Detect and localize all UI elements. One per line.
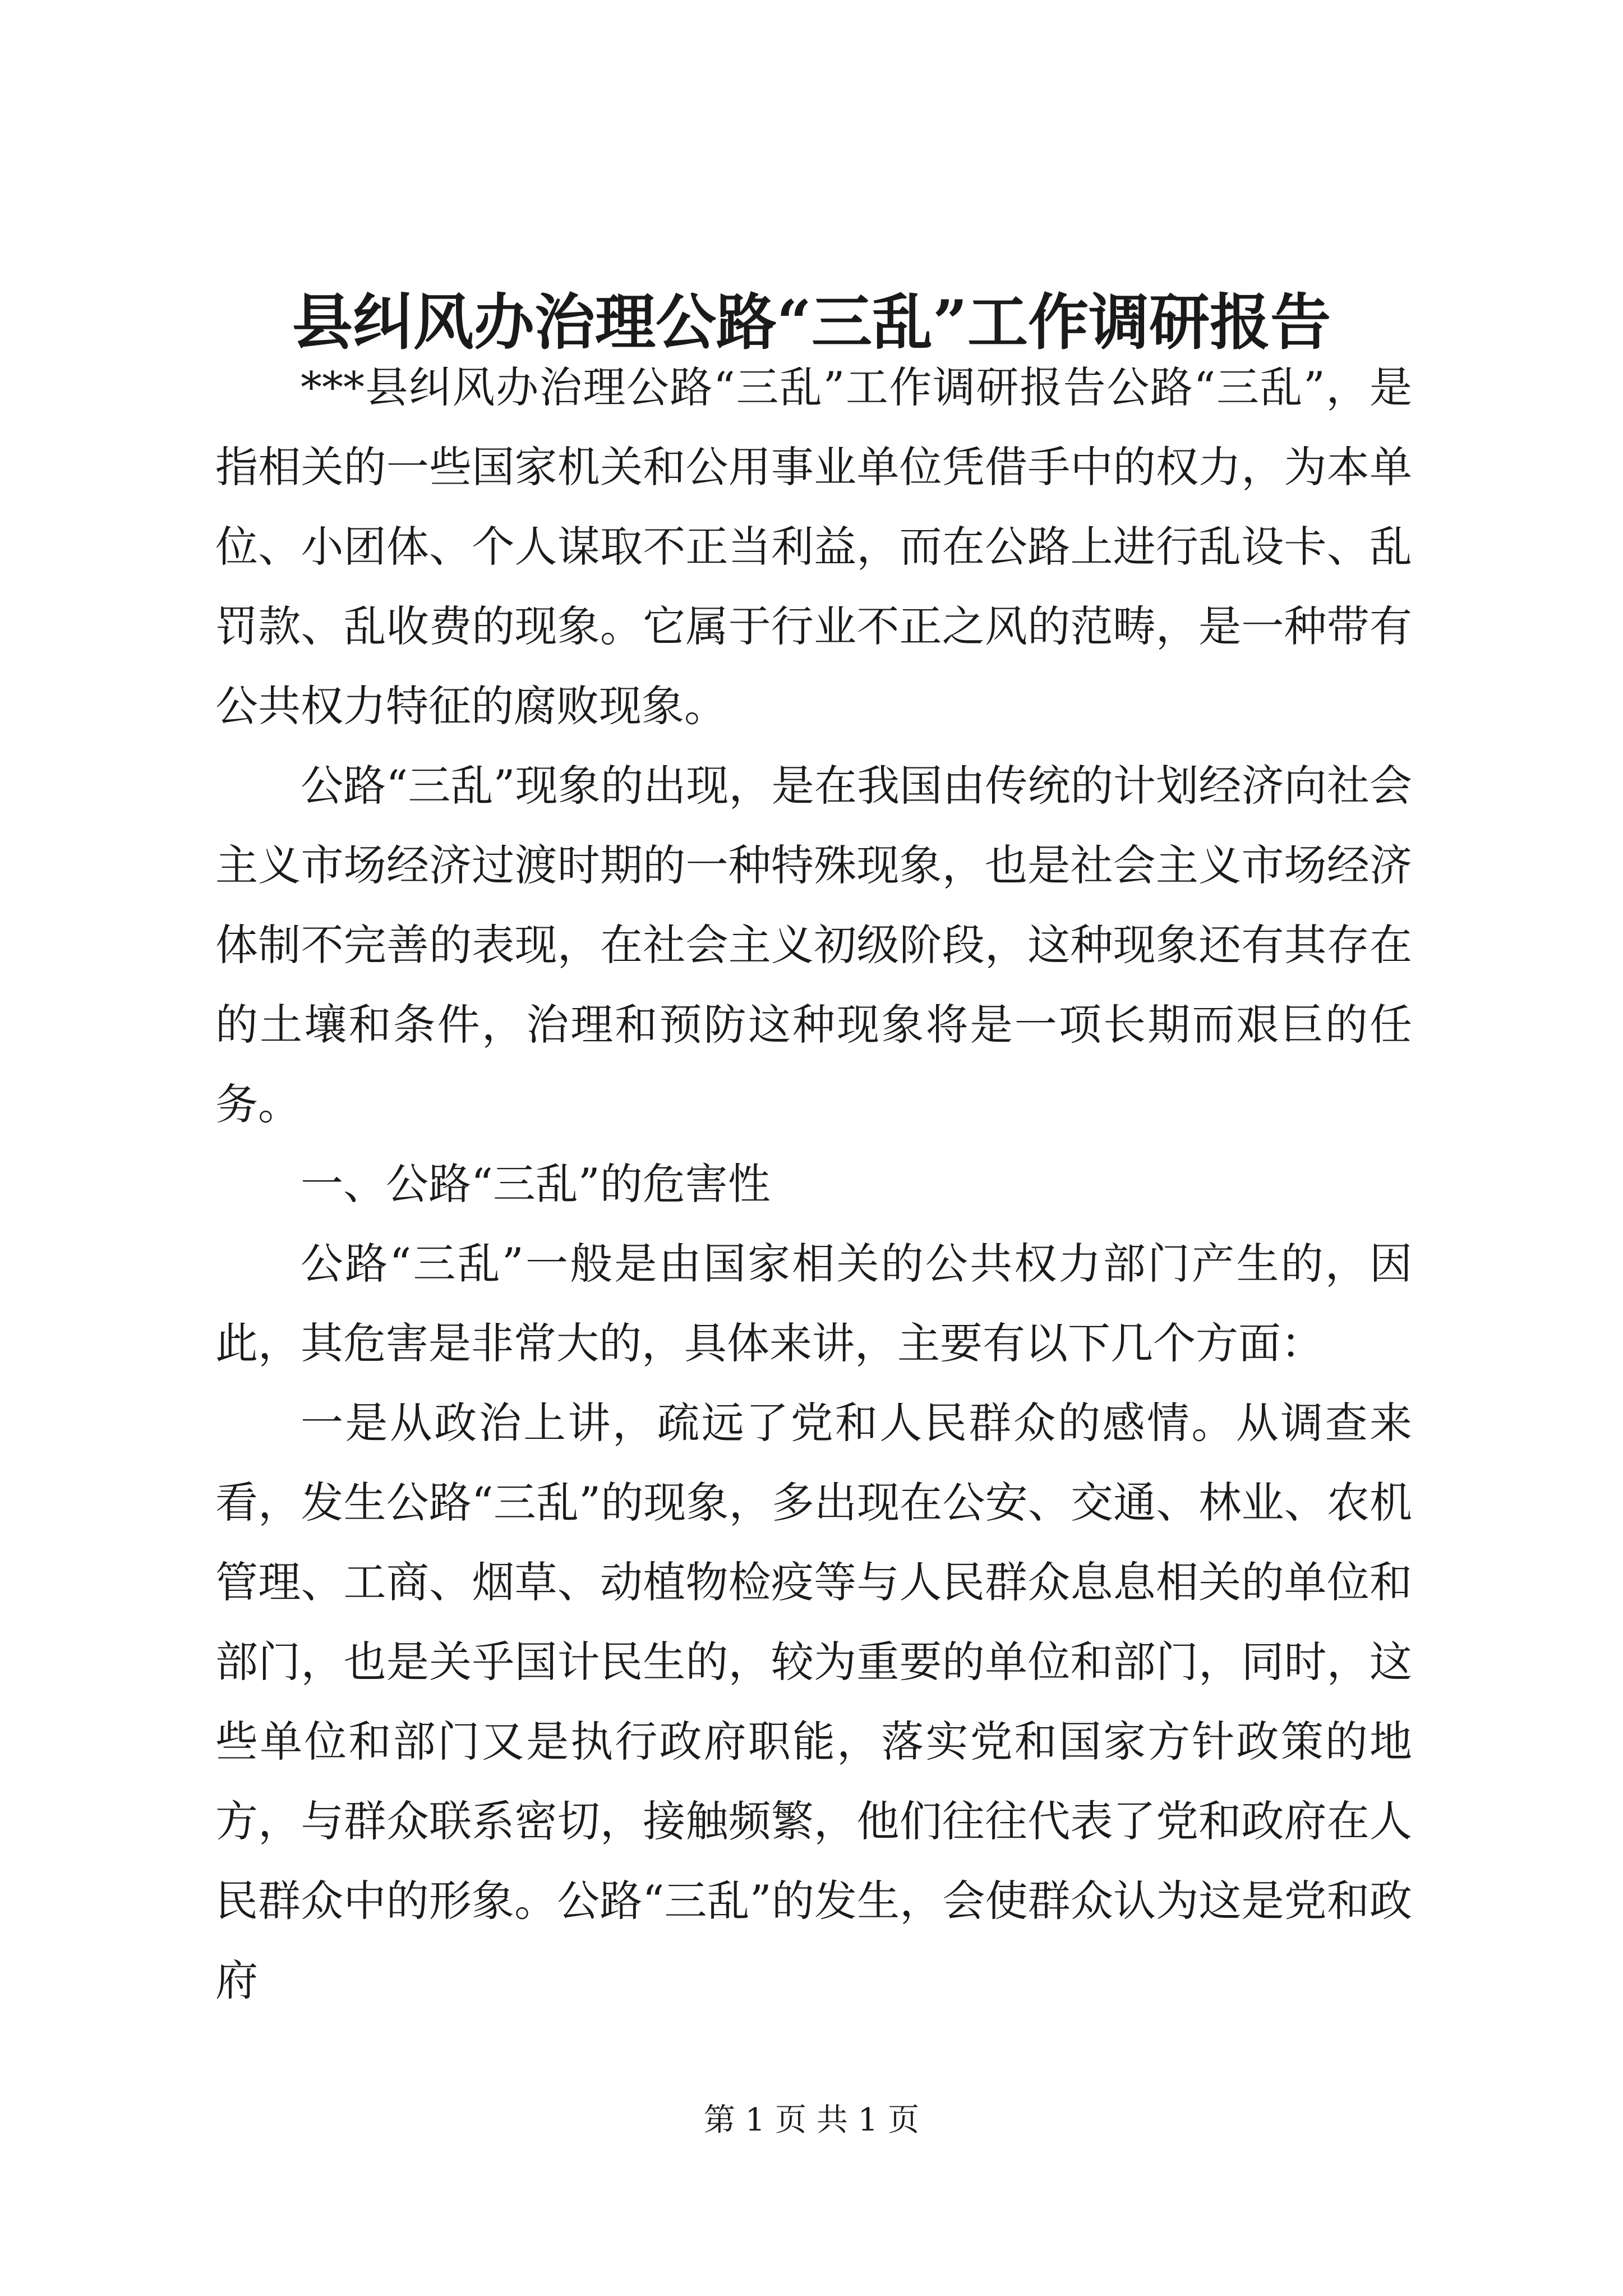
paragraph: 公路“三乱”一般是由国家相关的公共权力部门产生的，因此，其危害是非常大的，具体来讲，主要有以下几个方面：	[215, 1239, 1412, 1368]
page-number-footer: 第 1 页 共 1 页	[703, 2102, 920, 2138]
paragraph: ***县纠风办治理公路“三乱”工作调研报告公路“三乱”，是指相关的一些国家机关和公用事业单位凭借手中的权力，为本单位、小团体、个人谋取不正当利益，而在公路上进行乱设卡、乱罚款、乱收费的现象。它属于行业不正之风的范畴，是一种带有公共权力特征的腐败现象。	[215, 362, 1412, 731]
section-heading: 一、公路“三乱”的危害性	[301, 1159, 771, 1209]
paragraph: 公路“三乱”现象的出现，是在我国由传统的计划经济向社会主义市场经济过渡时期的一种特殊现象，也是社会主义市场经济体制不完善的表现，在社会主义初级阶段，这种现象还有其存在的土壤和条件，治理和预防这种现象将是一项长期而艰巨的任务。	[215, 761, 1412, 1129]
document-body	[215, 348, 1412, 2021]
document-title: 县纠风办治理公路“三乱”工作调研报告	[292, 287, 1331, 358]
paragraph: 一是从政治上讲，疏远了党和人民群众的感情。从调查来看，发生公路“三乱”的现象，多出现在公安、交通、林业、农机管理、工商、烟草、动植物检疫等与人民群众息息相关的单位和部门，也是关乎国计民生的，较为重要的单位和部门，同时，这些单位和部门又是执行政府职能，落实党和国家方针政策的地方，与群众联系密切，接触频繁，他们往往代表了党和政府在人民群众中的形象。公路“三乱”的发生，会使群众认为这是党和政府	[215, 1398, 1412, 2005]
